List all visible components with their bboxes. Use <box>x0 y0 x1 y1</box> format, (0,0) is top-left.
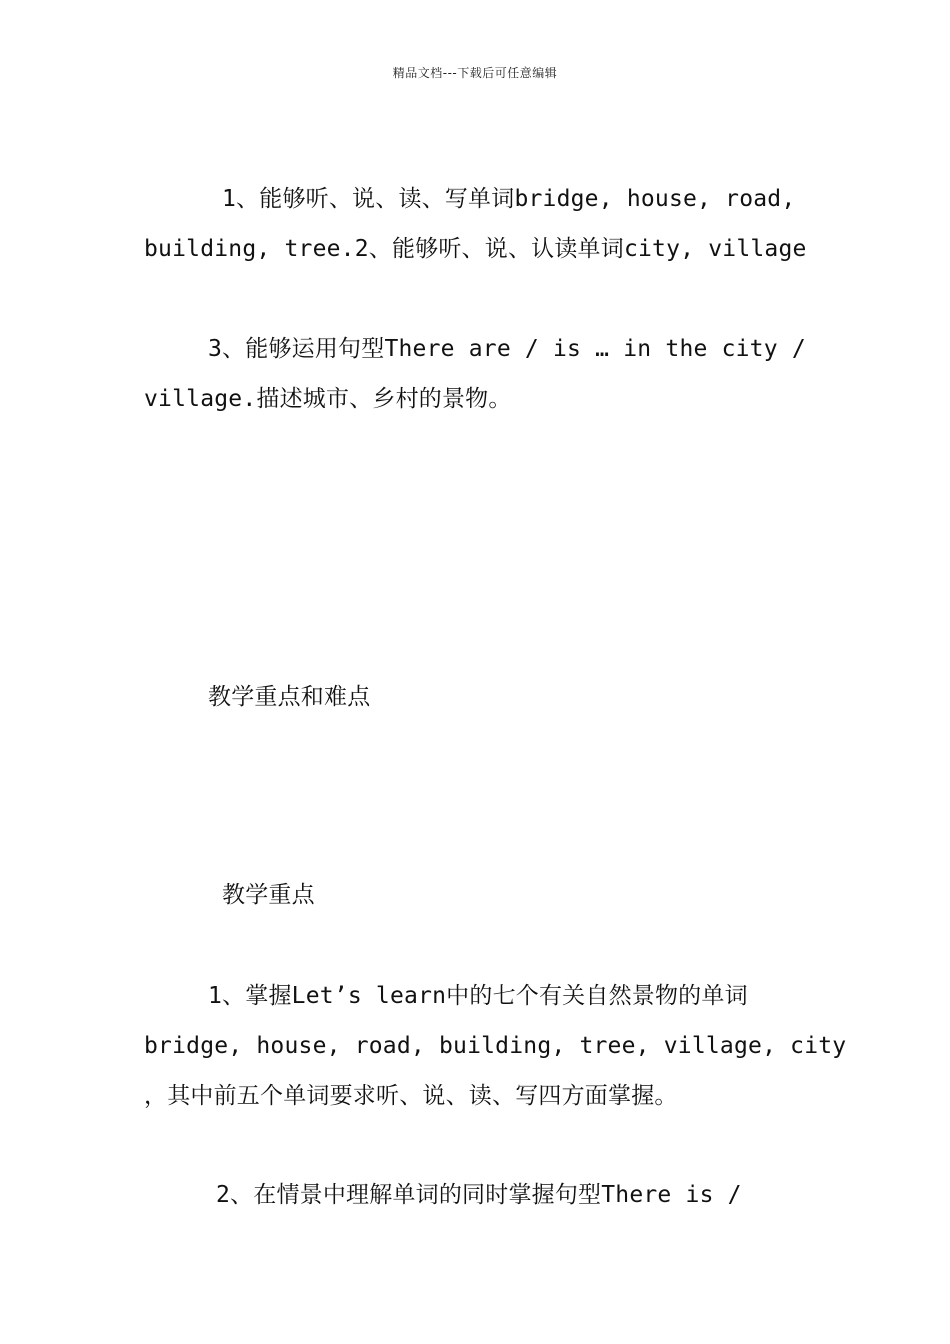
section-heading-key-and-difficult: 教学重点和难点 <box>208 684 371 710</box>
goal-line-4: village.描述城市、乡村的景物。 <box>144 386 512 412</box>
key-point-1-line-1: 1、掌握Let’s learn中的七个有关自然景物的单词 <box>208 983 748 1009</box>
page-header: 精品文档---下载后可任意编辑 <box>392 66 558 80</box>
goal-line-2: building, tree.2、能够听、说、认读单词city, village <box>144 236 807 262</box>
section-heading-key-points: 教学重点 <box>222 882 315 908</box>
key-point-2-line-1: 2、在情景中理解单词的同时掌握句型There is / <box>216 1182 742 1208</box>
goal-line-1: 1、能够听、说、读、写单词bridge, house, road, <box>222 186 796 212</box>
key-point-1-line-3: ，其中前五个单词要求听、说、读、写四方面掌握。 <box>144 1083 678 1109</box>
goal-line-3: 3、能够运用句型There are / is … in the city / <box>208 336 806 362</box>
key-point-1-line-2: bridge, house, road, building, tree, village, city <box>144 1033 847 1059</box>
